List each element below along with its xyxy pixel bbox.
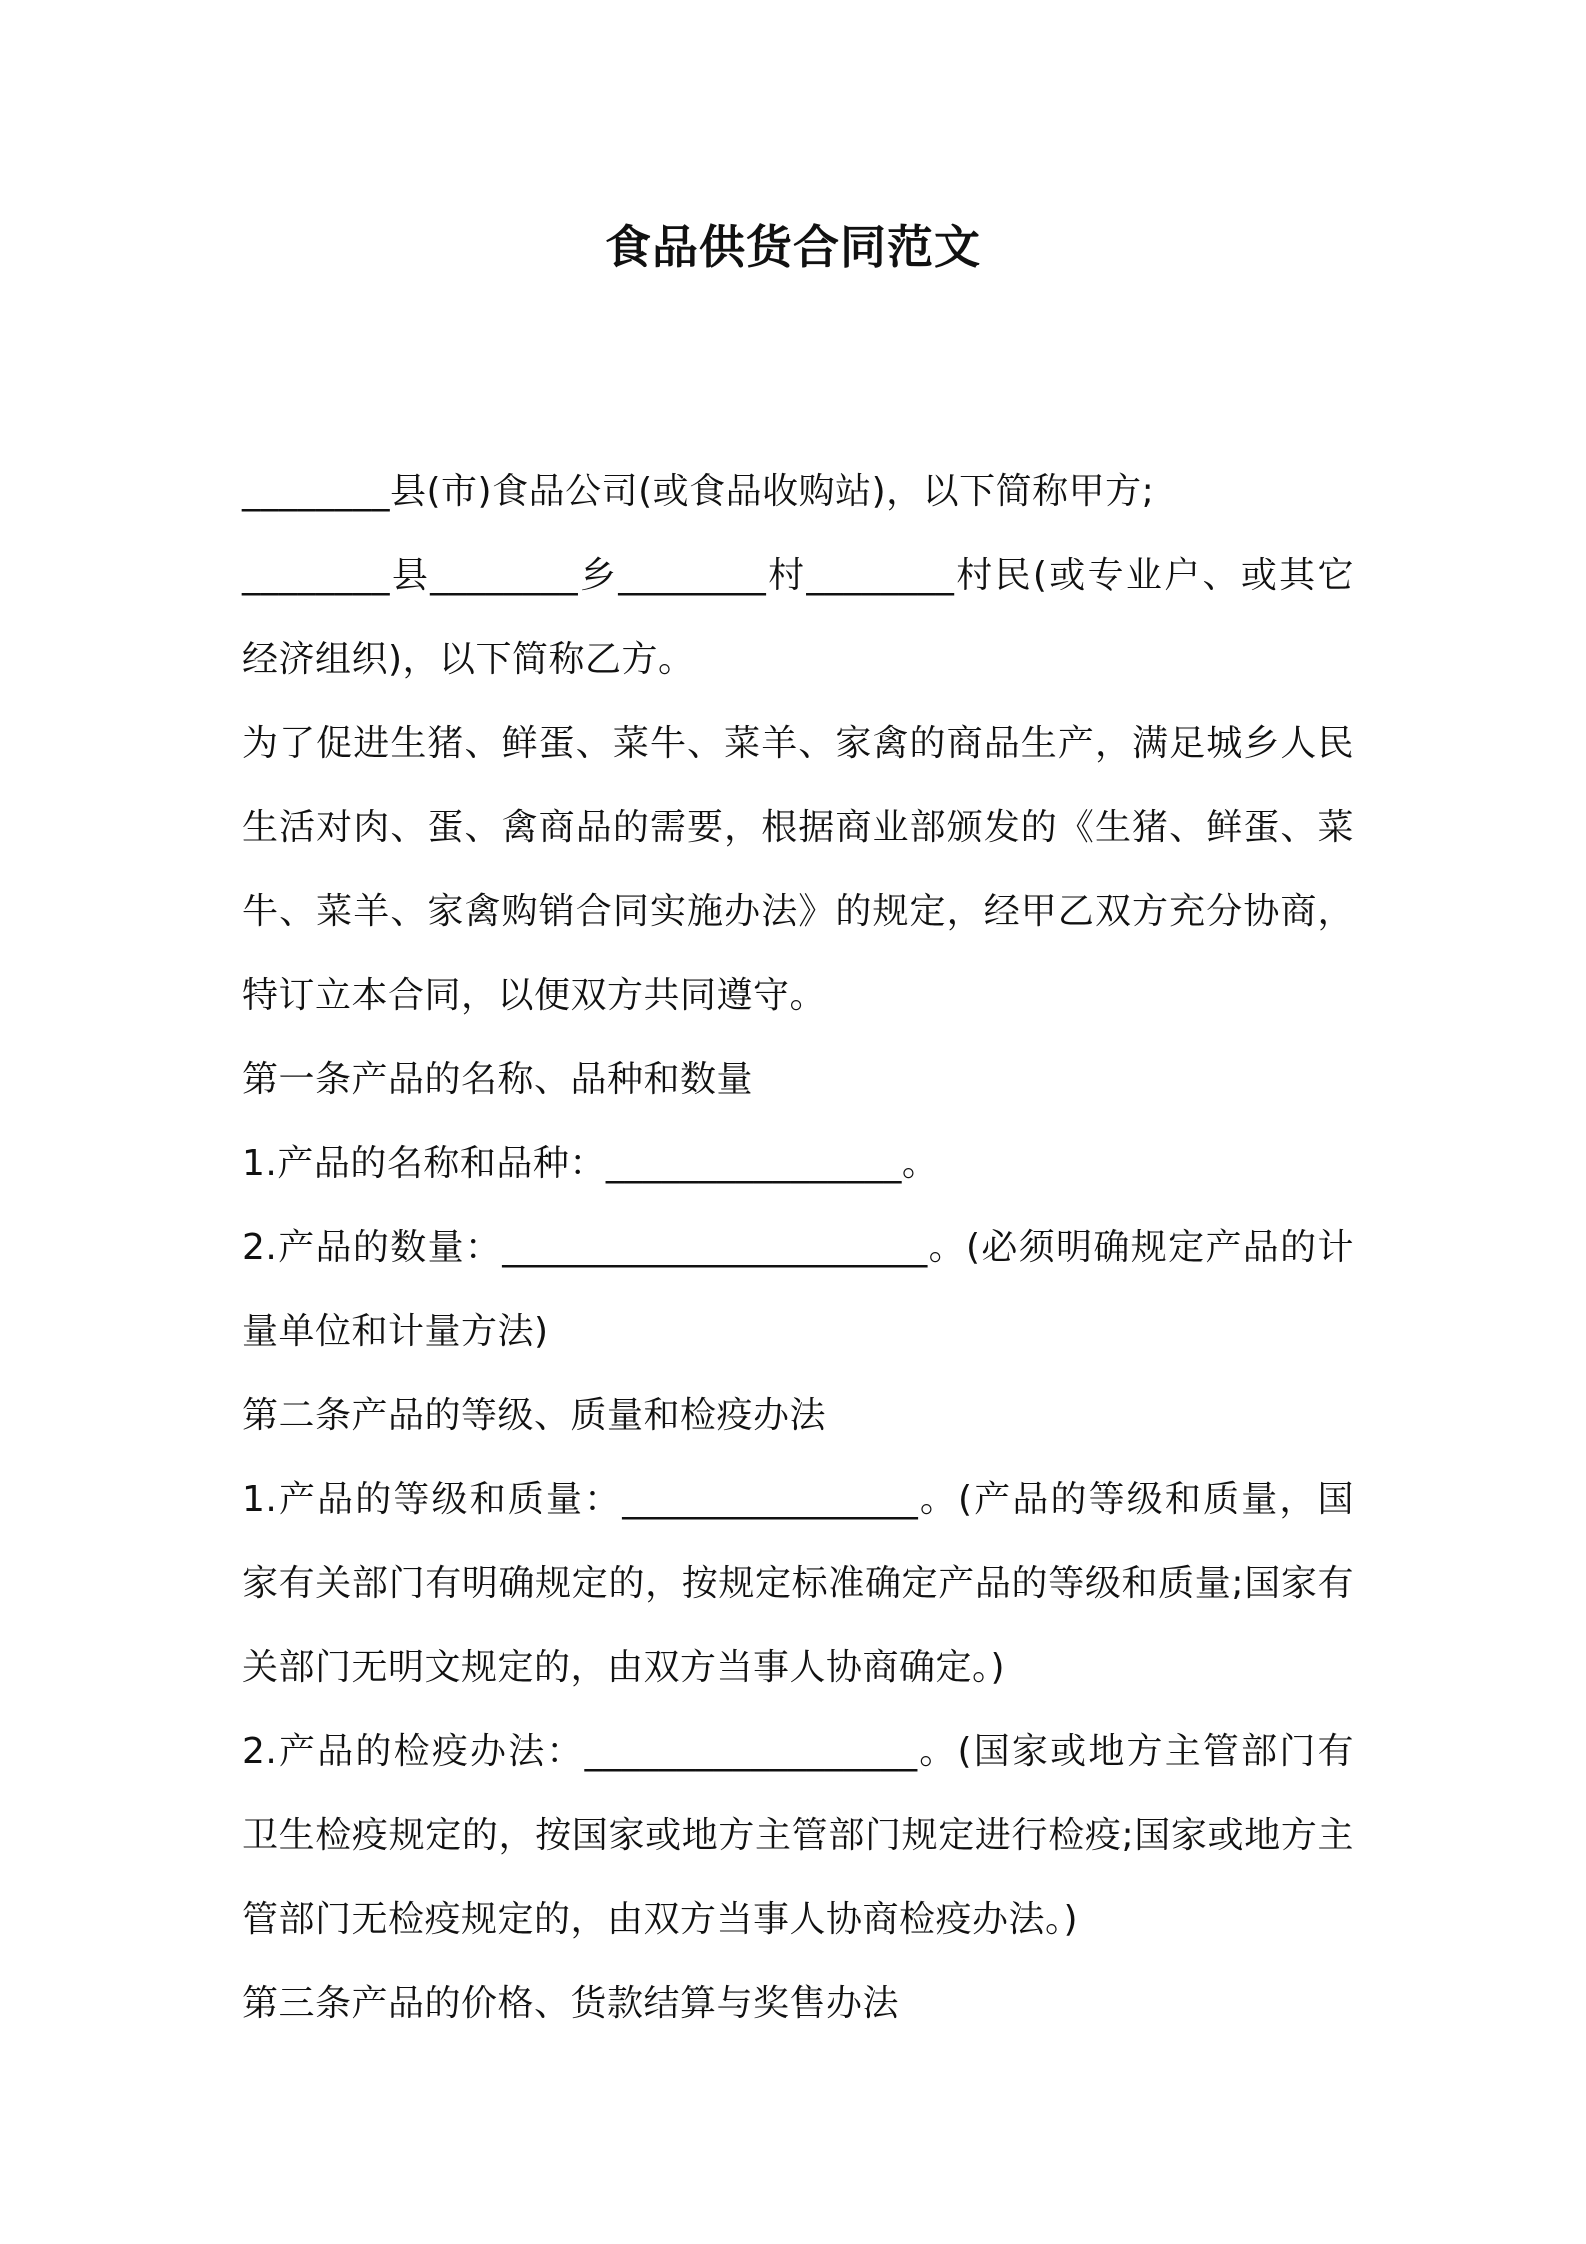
article-2-heading: 第二条产品的等级、质量和检疫办法 [242, 1395, 827, 1436]
document-title: 食品供货合同范文 [605, 220, 981, 274]
document-body [242, 450, 1354, 2046]
article-2-item-1: 1.产品的等级和质量：________________。(产品的等级和质量，国家有关部门有明确规定的，按规定标准确定产品的等级和质量;国家有关部门无明文规定的，由双方当事人协商确定。) [242, 1479, 1354, 1688]
article-3-heading: 第三条产品的价格、货款结算与奖售办法 [242, 1983, 900, 2024]
paragraph-party-a: ________县(市)食品公司(或食品收购站)，以下简称甲方; [242, 471, 1155, 512]
paragraph-preamble: 为了促进生猪、鲜蛋、菜牛、菜羊、家禽的商品生产，满足城乡人民生活对肉、蛋、禽商品的需要，根据商业部颁发的《生猪、鲜蛋、菜牛、菜羊、家禽购销合同实施办法》的规定，经甲乙双方充分协商，特订立本合同，以便双方共同遵守。 [242, 723, 1354, 1016]
paragraph-party-b: ________县________乡________村________村民(或专业户、或其它经济组织)，以下简称乙方。 [242, 555, 1354, 680]
article-1-item-2: 2.产品的数量：_______________________。(必须明确规定产品的计量单位和计量方法) [242, 1227, 1354, 1352]
article-1-heading: 第一条产品的名称、品种和数量 [242, 1059, 754, 1100]
article-2-item-2: 2.产品的检疫办法：__________________。(国家或地方主管部门有卫生检疫规定的，按国家或地方主管部门规定进行检疫;国家或地方主管部门无检疫规定的，由双方当事人协商检疫办法。) [242, 1731, 1354, 1940]
article-1-item-1: 1.产品的名称和品种：________________。 [242, 1143, 939, 1184]
